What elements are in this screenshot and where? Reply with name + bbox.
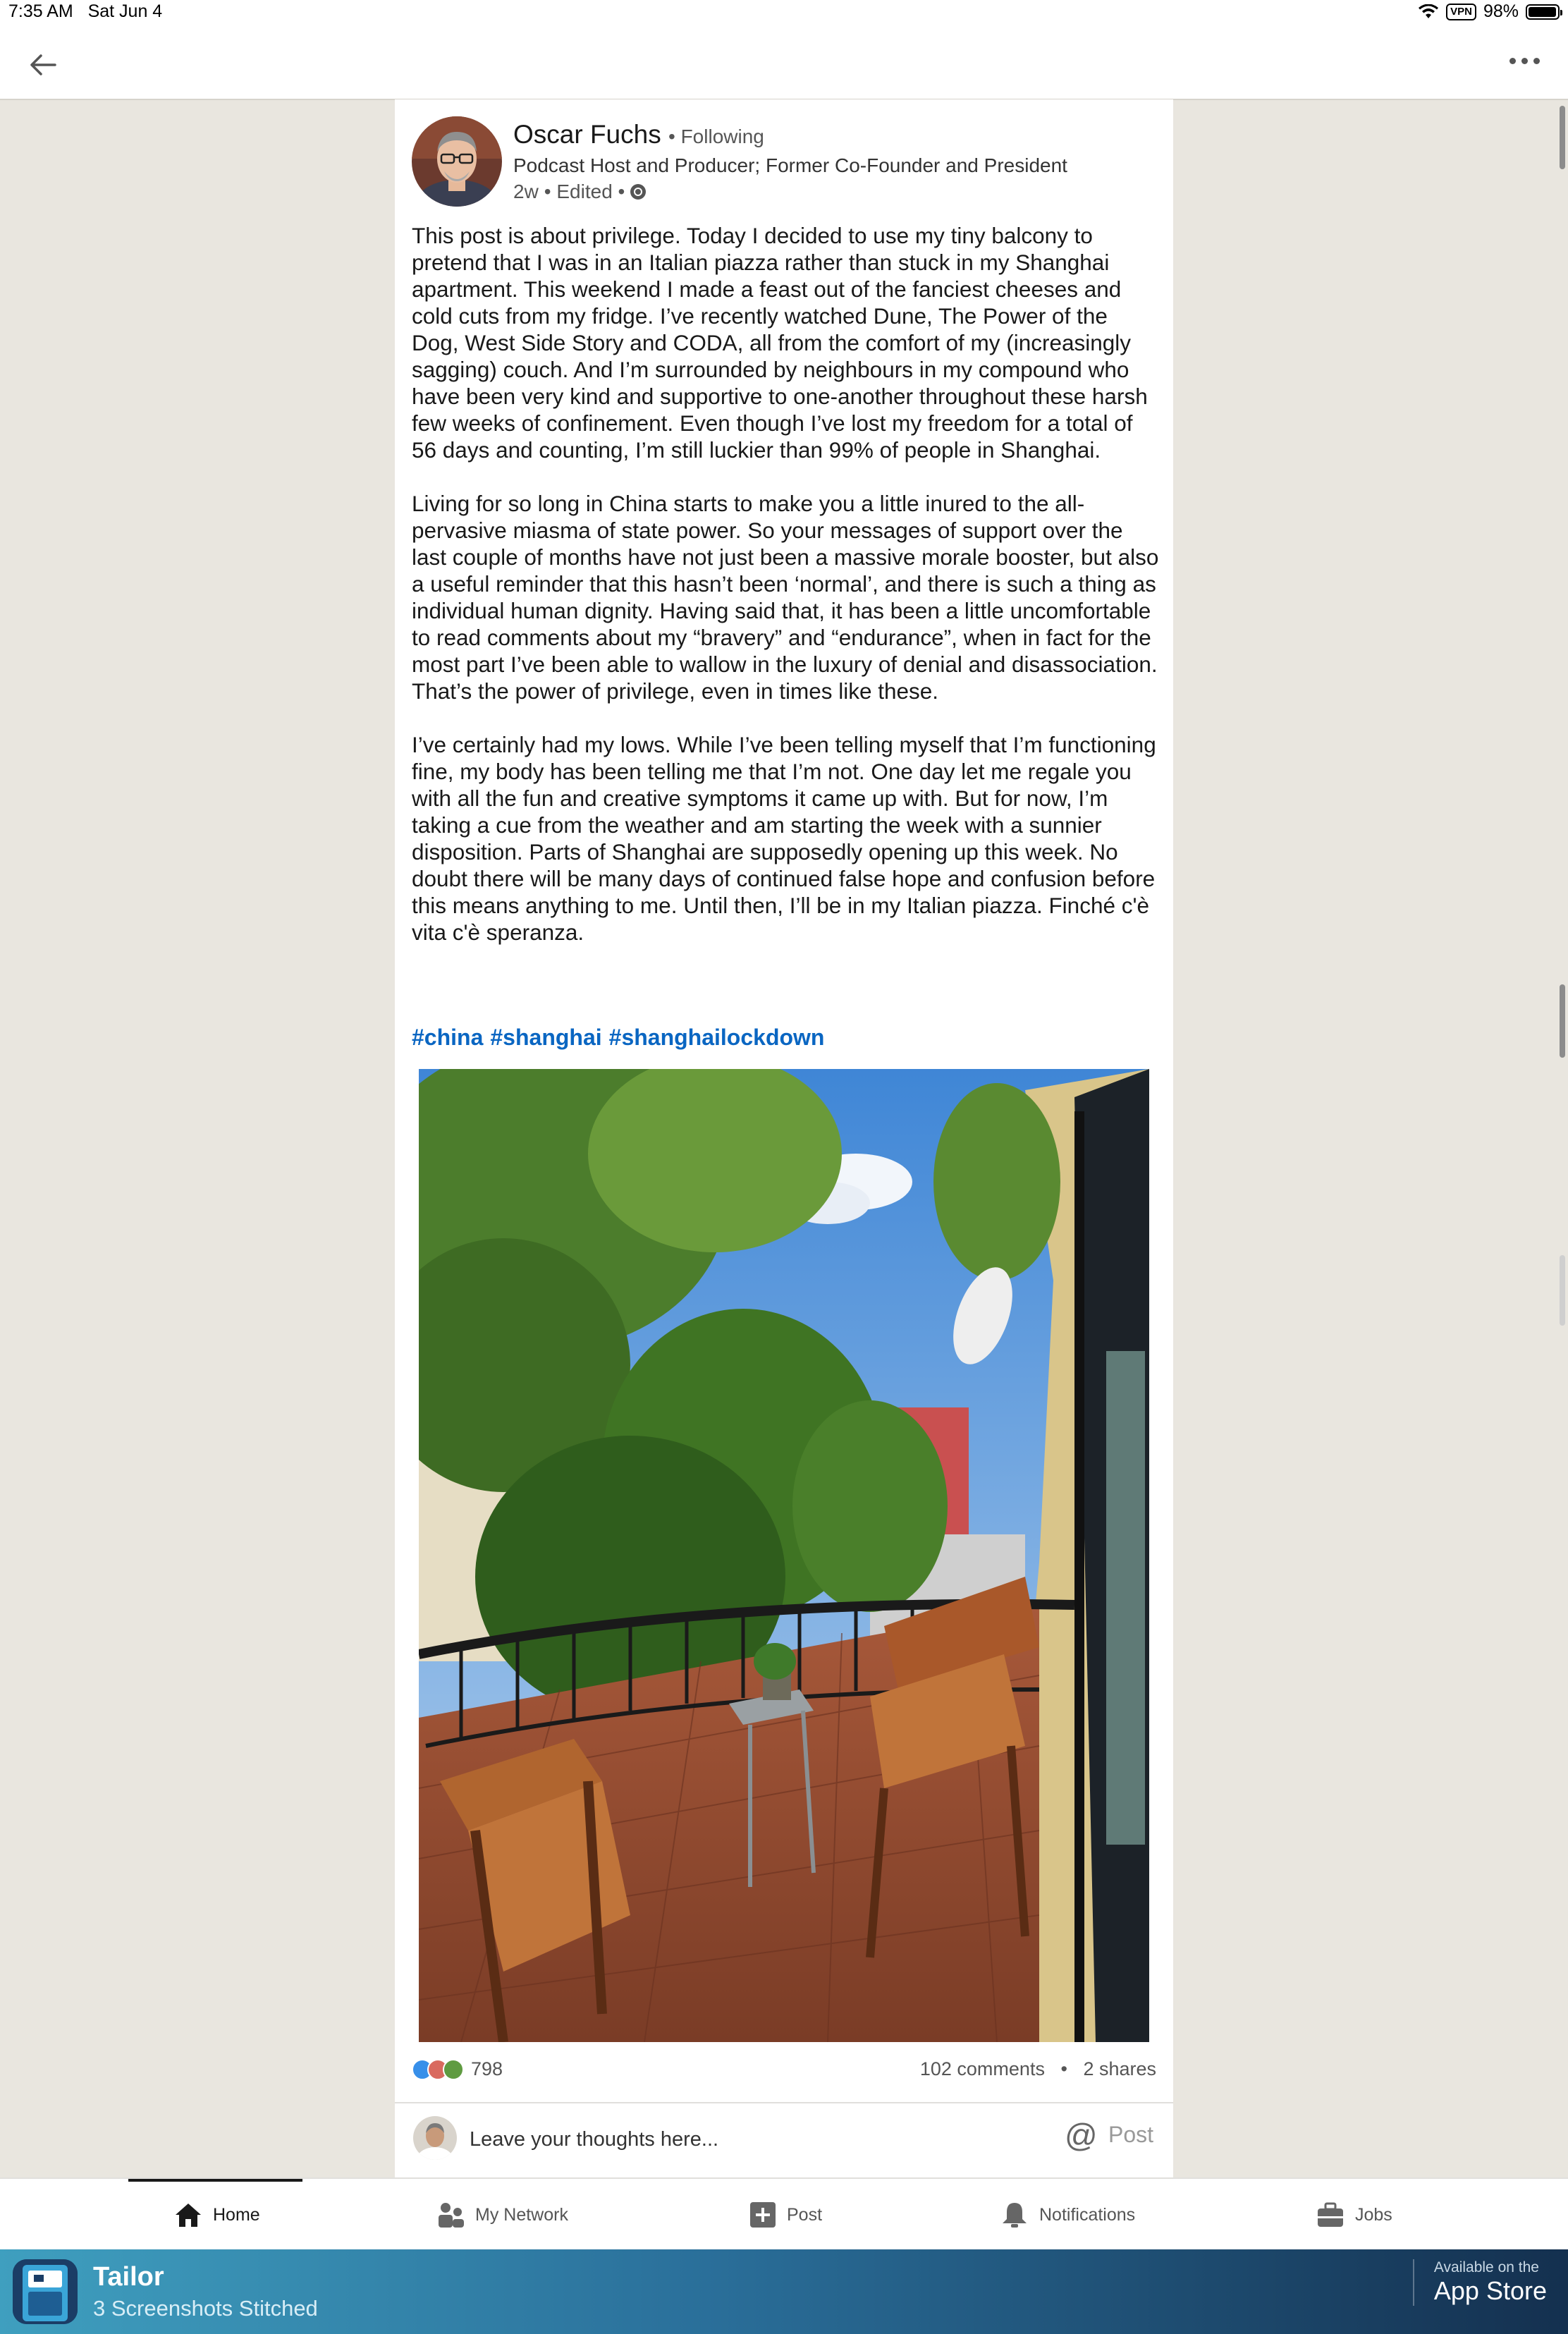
promo-app-name: Tailor [93,2262,164,2292]
battery-percent: 98% [1483,1,1519,21]
tailor-logo-icon [13,2259,78,2324]
ellipsis-icon[interactable] [1509,58,1540,64]
author-name[interactable]: Oscar Fuchs [513,120,661,149]
briefcase-icon [1316,2201,1345,2229]
tab-label: My Network [475,2204,568,2225]
post-image[interactable] [419,1069,1149,2042]
hashtag-link[interactable]: #shanghailockdown [608,1025,825,1050]
tab-label: Home [213,2204,260,2225]
status-time: 7:35 AM Sat Jun 4 [8,1,163,21]
scrollbar-thumb[interactable] [1560,106,1565,169]
reactions-summary[interactable] [412,2058,503,2080]
app-store-badge[interactable] [1413,2259,1547,2306]
tab-label: Jobs [1355,2204,1392,2225]
author-info [513,119,1067,204]
support-reaction-icon [443,2059,464,2080]
bell-icon [1000,2201,1029,2229]
comment-box [395,2103,1173,2177]
home-icon [173,2201,203,2229]
bottom-tab-bar [0,2177,1568,2251]
edited-label: • Edited • [544,181,625,202]
arrow-left-icon[interactable] [25,47,62,83]
hashtag-link[interactable]: #china [412,1025,484,1050]
vpn-badge: VPN [1446,4,1476,20]
comment-input[interactable] [468,2122,1021,2157]
app-promo-banner[interactable] [0,2249,1568,2334]
tab-notifications[interactable] [1000,2179,1135,2251]
post-paragraph: This post is about privilege. Today I decided to use my tiny balcony to pretend that I was in an Italian piazza rather than stuck in my Shanghai apartment. This weekend I made a feast out of the fanciest cheeses and cold cuts from my fridge. I’ve recently watched Dune, The Power of the Dog, West Side Story and CODA, all from the comfort of my (increasingly sagging) couch. And I’m surrounded by neighbours in my compound who have been very kind and supportive to one-another throughout these harsh few weeks of confinement. Even though I’ve lost my freedom for a total of 56 days and counting, I’m still luckier than 99% of people in Shanghai. [412,223,1148,463]
scrollbar-thumb [1560,1255,1565,1326]
top-nav-bar [0,30,1568,100]
post-paragraph: I’ve certainly had my lows. While I’ve been telling myself that I’m functioning fine, my body has been telling me that I’m not. One day let me regale you with all the fun and creative symptoms it came up with. But for now, I’m taking a cue from the weather and am starting the week with a sunnier disposition. Parts of Shanghai are supposedly opening up this week. No doubt there will be many days of continued false hope and confusion before this means anything to me. Until then, I’ll be in my Italian piazza. Finché c'è vita c'è speranza. [412,732,1156,945]
available-on-label: Available on the [1433,2259,1539,2275]
tab-label: Post [787,2204,823,2225]
globe-icon [630,184,646,200]
tab-label: Notifications [1039,2204,1136,2225]
post-meta [513,179,1067,204]
comments-count-link[interactable]: 102 comments [919,2058,1045,2079]
wifi-icon [1418,4,1439,20]
network-icon [436,2201,465,2229]
tab-home[interactable] [173,2179,260,2251]
post-body [412,222,1159,972]
promo-subtitle: 3 Screenshots Stitched [93,2296,318,2321]
status-date: Sat Jun 4 [87,1,163,21]
hashtag-link[interactable]: #shanghai [490,1025,602,1050]
battery-icon [1526,4,1560,20]
shares-count-link[interactable]: 2 shares [1083,2058,1156,2079]
user-avatar [413,2116,457,2160]
hashtags [412,1025,831,1051]
author-headline: Podcast Host and Producer; Former Co-Founder and President [513,154,1067,176]
post-paragraph: Living for so long in China starts to make you a little inured to the all-pervasive miasma of state power. So your messages of support over the last couple of months have not just been a massive morale booster, but also a useful reminder that this hasn’t been ‘normal’, and there is such a thing as individual human dignity. Having said that, it has been a little uncomfortable to read comments about my “bravery” and “endurance”, when in fact for the most part I’ve been able to wallow in the luxury of denial and disassociation. That’s the power of privilege, even in times like these. [412,491,1159,704]
app-store-label: App Store [1433,2276,1547,2305]
engagement-stats [412,2055,1156,2084]
mention-button[interactable]: @ [1065,2117,1098,2153]
post-comment-button[interactable]: Post [1108,2122,1154,2147]
plus-square-icon [747,2201,777,2229]
scrollbar-thumb[interactable] [1560,984,1565,1058]
author-avatar[interactable] [412,116,502,207]
reactions-count: 798 [471,2058,503,2079]
stats-separator: • [1060,2058,1067,2079]
tab-post[interactable] [747,2179,822,2251]
tab-my-network[interactable] [436,2179,568,2251]
following-status: • Following [668,126,764,147]
post-card [395,99,1173,2177]
post-age: 2w [513,181,539,202]
tab-jobs[interactable] [1316,2179,1392,2251]
status-bar [0,0,1568,30]
